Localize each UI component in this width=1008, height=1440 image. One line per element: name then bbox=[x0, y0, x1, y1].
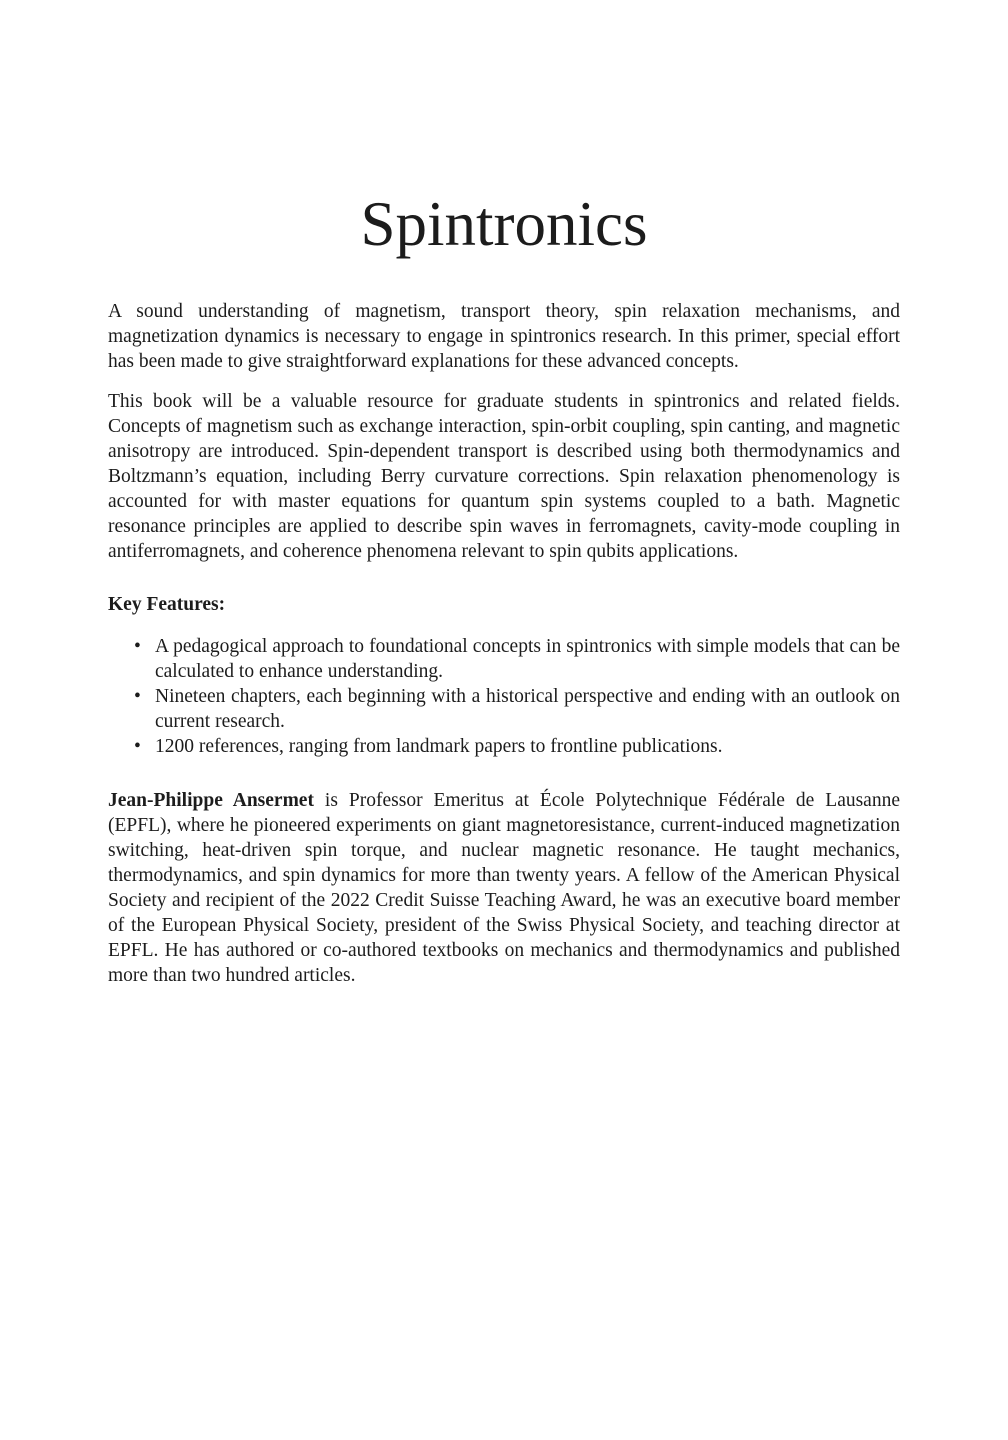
feature-item-text: Nineteen chapters, each beginning with a historical perspective and ending with an outlook on current research. bbox=[155, 686, 900, 732]
page-title: Spintronics bbox=[360, 189, 648, 259]
feature-item-text: 1200 references, ranging from landmark papers to frontline publications. bbox=[155, 736, 723, 757]
author-bio-text: is Professor Emeritus at École Polytechnique Fédérale de Lausanne (EPFL), where he pioneered experiments on giant magnetoresistance, current-induced magnetization switching, heat-driven spin torque, and nuclear magnetic resonance. He taught mechanics, thermodynamics, and spin dynamics for more than twenty years. A fellow of the American Physical Society and recipient of the 2022 Credit Suisse Teaching Award, he was an executive board member of the European Physical Society, president of the Swiss Physical Society, and teaching director at EPFL. He has authored or co-authored textbooks on mechanics and thermodynamics and published more than two hundred articles. bbox=[108, 790, 900, 986]
feature-item-text: A pedagogical approach to foundational concepts in spintronics with simple models that can be calculated to enhance understanding. bbox=[155, 636, 900, 682]
bullet-icon: • bbox=[134, 736, 141, 757]
description-paragraph: This book will be a valuable resource for graduate students in spintronics and related fields. Concepts of magnetism such as exchange interaction, spin-orbit coupling, spin canting, and magnetic anisotropy are introduced. Spin-dependent transport is described using both thermodynamics and Boltzmann’s equation, including Berry curvature corrections. Spin relaxation phenomenology is accounted for with master equations for quantum spin systems coupled to a bath. Magnetic resonance principles are applied to describe spin waves in ferromagnets, cavity-mode coupling in antiferromagnets, and coherence phenomena relevant to spin qubits applications. bbox=[108, 391, 900, 562]
intro-paragraph: A sound understanding of magnetism, transport theory, spin relaxation mechanisms, and magnetization dynamics is necessary to engage in spintronics research. In this primer, special effort has been made to give straightforward explanations for these advanced concepts. bbox=[108, 301, 900, 372]
feature-item bbox=[134, 734, 900, 759]
key-features-heading: Key Features: bbox=[108, 594, 226, 615]
key-features-list bbox=[108, 634, 900, 759]
feature-item bbox=[134, 634, 900, 684]
feature-item bbox=[134, 684, 900, 734]
bullet-icon: • bbox=[134, 636, 141, 657]
author-name: Jean-Philippe Ansermet bbox=[108, 790, 314, 811]
author-bio-paragraph bbox=[108, 788, 900, 988]
bullet-icon: • bbox=[134, 686, 141, 707]
